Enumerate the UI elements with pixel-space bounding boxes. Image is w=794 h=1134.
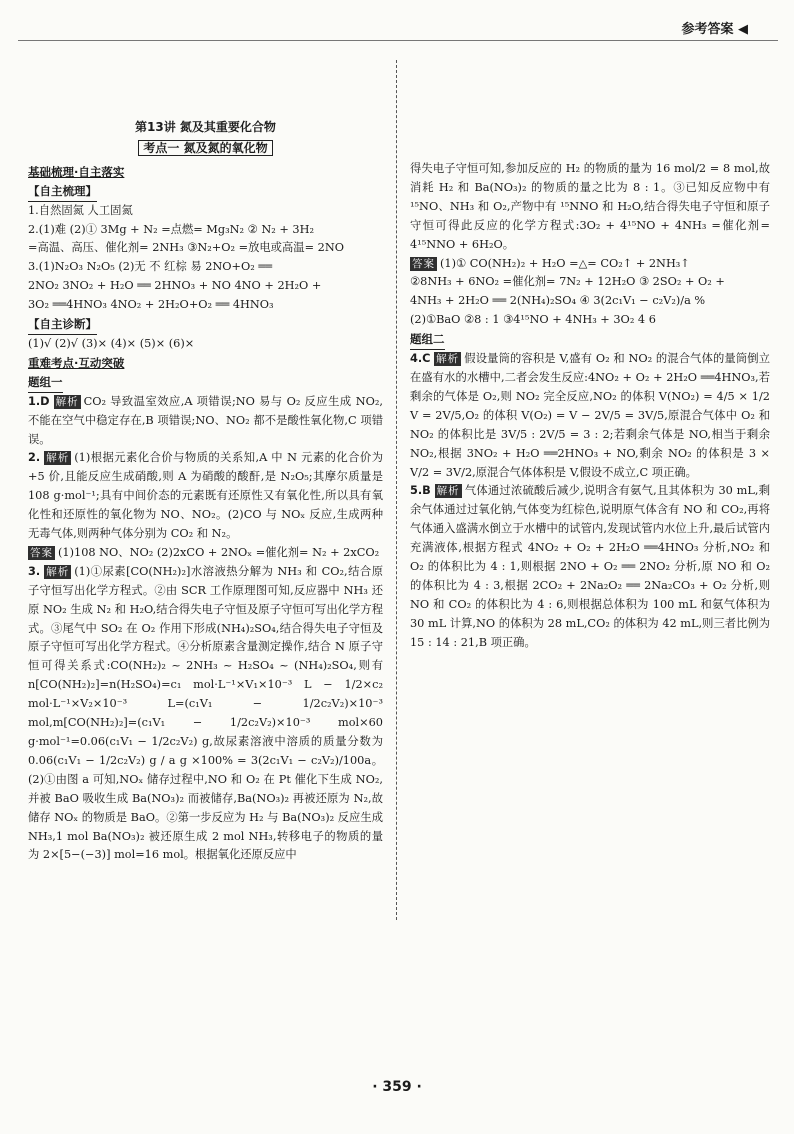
- q3-answer-1: [410, 255, 770, 274]
- analysis-tag: 解析: [55, 395, 79, 408]
- q2: [28, 449, 383, 544]
- ss-item-2b: =高温、高压、催化剂= 2NH₃ ③N₂+O₂ =放电或高温= 2NO: [28, 241, 344, 255]
- diag-head: 【自主诊断】: [28, 315, 97, 335]
- column-divider: [396, 60, 397, 920]
- q3: [28, 563, 383, 866]
- q5-num: 5.B: [410, 484, 431, 498]
- q4-text: 假设量筒的容积是 V,盛有 O₂ 和 NO₂ 的混合气体的量筒倒立在盛有水的水槽中,二者会发生反应:4NO₂ + O₂ + 2H₂O ══4HNO₃,若剩余的气体是 O₂,则 NO₂ 完全反应,NO₂ 的体积 V(NO₂) = 4/5 × 1/2 V = 2V/5,O₂ 的体积 V(O₂) = V − 2V/5 = 3V/5,原混合气体中 O₂ 和 NO₂ 的体积比是 3V/5 : 2V/5 = 3 : 2;若剩余气体是 NO,相当于剩余 NO₂,根据 3NO₂ + H₂O ══2HNO₃ + NO,剩余 NO₂ 的体积是 3 × V/2 = 3V/2,原混合气体体积是 V,假设不成立,C 项正确。: [410, 352, 770, 479]
- analysis-tag: 解析: [436, 353, 460, 366]
- q1: [28, 393, 383, 450]
- q1-num: 1.D: [28, 394, 50, 408]
- q1-text: CO₂ 导致温室效应,A 项错误;NO 易与 O₂ 反应生成 NO₂,不能在空气中稳定存在,B 项错误;NO、NO₂ 都不是酸性氧化物,C 项错误。: [28, 394, 383, 446]
- lecture-title: 第13讲 氮及其重要化合物: [135, 120, 276, 134]
- analysis-tag: 解析: [46, 565, 70, 578]
- q4: [410, 350, 770, 482]
- left-column: [28, 118, 383, 865]
- triangle-left-icon: ◀: [738, 22, 748, 37]
- ss-item-1: 1.自然固氮 人工固氮: [28, 203, 133, 217]
- answer-tag: 答案: [30, 546, 53, 559]
- header-rule: [18, 40, 778, 41]
- q4-num: 4.C: [410, 352, 431, 366]
- ss-item-2a: 2.(1)难 (2)① 3Mg + N₂ =点燃= Mg₃N₂ ② N₂ + 3H₂: [28, 222, 314, 236]
- diag-line: (1)√ (2)√ (3)× (4)× (5)× (6)×: [28, 336, 195, 350]
- q5: [410, 482, 770, 652]
- section-focus: 重难考点·互动突破: [28, 355, 125, 370]
- group-2-head: 题组二: [410, 330, 445, 350]
- analysis-tag: 解析: [436, 485, 460, 498]
- header-label: 参考答案: [681, 22, 734, 37]
- q3-answer-line-2: ②8NH₃ + 6NO₂ =催化剂= 7N₂ + 12H₂O ③ 2SO₂ + O₂ +: [410, 275, 725, 289]
- q3-num: 3.: [28, 564, 41, 578]
- q2-text: (1)根据元素化合价与物质的关系知,A 中 N 元素的化合价为+5 价,且能反应生成硝酸,则 A 为硝酸的酸酐,是 N₂O₅;其摩尔质量是 108 g·mol⁻¹;具有中间价态的元素既有还原性又有氧化性,所以具有氧化性和还原性的氧化物为 NO、NO₂。(2)CO 与 NOₓ 反应,生成两种无毒气体,则两种气体分别为 CO₂ 和 N₂。: [28, 451, 384, 541]
- ss-item-3a: 3.(1)N₂O₃ N₂O₅ (2)无 不 红棕 易 2NO+O₂ ══: [28, 260, 273, 274]
- q3-answer-line-3: 4NH₃ + 2H₂O ══ 2(NH₄)₂SO₄ ④ 3(2c₁V₁ − c₂V₂)/a %: [410, 294, 706, 308]
- q3-continued: 得失电子守恒可知,参加反应的 H₂ 的物质的量为 16 mol/2 = 8 mol,故消耗 H₂ 和 Ba(NO₃)₂ 的物质的量之比为 8 : 1。③已知反应物中有 ¹⁵NO、NH₃ 和 O₂,产物中有 ¹⁵NNO 和 H₂O,结合得失电子守恒和原子守恒可得此反应的化学方程式:3O₂ + 4¹⁵NO + 4NH₃ =催化剂= 4¹⁵NNO + 6H₂O。: [410, 162, 770, 251]
- group-1-head: 题组一: [28, 373, 63, 393]
- q2-answer: [28, 544, 383, 563]
- kaodian-box: [28, 139, 383, 159]
- right-column: [410, 160, 770, 653]
- answer-tag: 答案: [412, 257, 435, 270]
- q3-answer-line-4: (2)①BaO ②8 : 1 ③4¹⁵NO + 4NH₃ + 3O₂ 4 6: [410, 313, 656, 327]
- q5-text: 气体通过浓硫酸后减少,说明含有氨气,且其体积为 30 mL,剩余气体通过过氧化钠,气体变为红棕色,说明原气体含有 NO 和 CO₂,再将气体通入盛满水倒立于水槽中的试管内,发现试管内水位上升,最后试管内充满液体,根据方程式 4NO₂ + O₂ + 2H₂O ══4HNO₃ 分析,NO₂ 和 O₂ 的体积比为 4 : 1,则根据 2NO + O₂ ══ 2NO₂ 分析,原 NO 和 O₂ 的体积比为 4 : 3,根据 2CO₂ + 2Na₂O₂ ══ 2Na₂CO₃ + O₂ 分析,则 NO 和 CO₂ 的体积比为 4 : 6,则根据总体积为 100 mL 和氨气体积为 30 mL 计算,NO 的体积为 28 mL,CO₂ 的体积为 42 mL,则三者比例为 15 : 14 : 21,B 项正确。: [410, 484, 770, 649]
- self-sort-head: 【自主梳理】: [28, 182, 97, 202]
- q3-text: (1)①尿素[CO(NH₂)₂]水溶液热分解为 NH₃ 和 CO₂,结合原子守恒写出化学方程式。②由 SCR 工作原理图可知,反应器中 NH₃ 还原 NO₂ 生成 N₂ 和 H₂O,结合得失电子守恒及原子守恒可写出化学方程式。③尾气中 SO₂ 在 O₂ 作用下形成(NH₄)₂SO₄,结合得失电子守恒及原子守恒可写出化学方程式。④分析原素含量测定操作,结合 N 原子守恒可得关系式:CO(NH₂)₂ ~ 2NH₃ ~ H₂SO₄ ~ (NH₄)₂SO₄,则有 n[CO(NH₂)₂]=n(H₂SO₄)=c₁ mol·L⁻¹×V₁×10⁻³ L − 1/2×c₂ mol·L⁻¹×V₂×10⁻³ L=(c₁V₁ − 1/2c₂V₂)×10⁻³ mol,m[CO(NH₂)₂]=(c₁V₁ − 1/2c₂V₂)×10⁻³ mol×60 g·mol⁻¹=0.06(c₁V₁ − 1/2c₂V₂) g,故尿素溶液中溶质的质量分数为 0.06(c₁V₁ − 1/2c₂V₂) g / a g ×100% = 3(2c₁V₁ − c₂V₂)/100a。(2)①由图 a 可知,NOₓ 储存过程中,NO 和 O₂ 在 Pt 催化下生成 NO₂,并被 BaO 吸收生成 Ba(NO₃)₂ 而被储存,Ba(NO₃)₂ 再被还原为 N₂,故储存 NOₓ 的物质是 BaO。②第一步反应为 H₂ 与 Ba(NO₃)₂ 反应生成 NH₃,1 mol Ba(NO₃)₂ 被还原生成 2 mol NH₃,转移电子的物质的量为 2×[5−(−3)] mol=16 mol。根据氧化还原反应中: [28, 564, 383, 862]
- q2-num: 2.: [28, 451, 41, 465]
- kaodian-title: 考点一 氮及氮的氧化物: [138, 140, 272, 156]
- page-number: · 359 ·: [372, 1079, 422, 1095]
- section-basic: 基础梳理·自主落实: [28, 164, 125, 179]
- q2-answer-text: (1)108 NO、NO₂ (2)2xCO + 2NOₓ =催化剂= N₂ + 2xCO₂: [58, 545, 380, 559]
- section-header: [681, 18, 748, 37]
- analysis-tag: 解析: [46, 452, 70, 465]
- ss-item-3b: 2NO₂ 3NO₂ + H₂O ══ 2HNO₃ + NO 4NO + 2H₂O +: [28, 279, 322, 293]
- ss-item-3c: 3O₂ ══4HNO₃ 4NO₂ + 2H₂O+O₂ ══ 4HNO₃: [28, 298, 274, 312]
- q3-answer-line-1: (1)① CO(NH₂)₂ + H₂O =△= CO₂↑ + 2NH₃↑: [440, 256, 690, 270]
